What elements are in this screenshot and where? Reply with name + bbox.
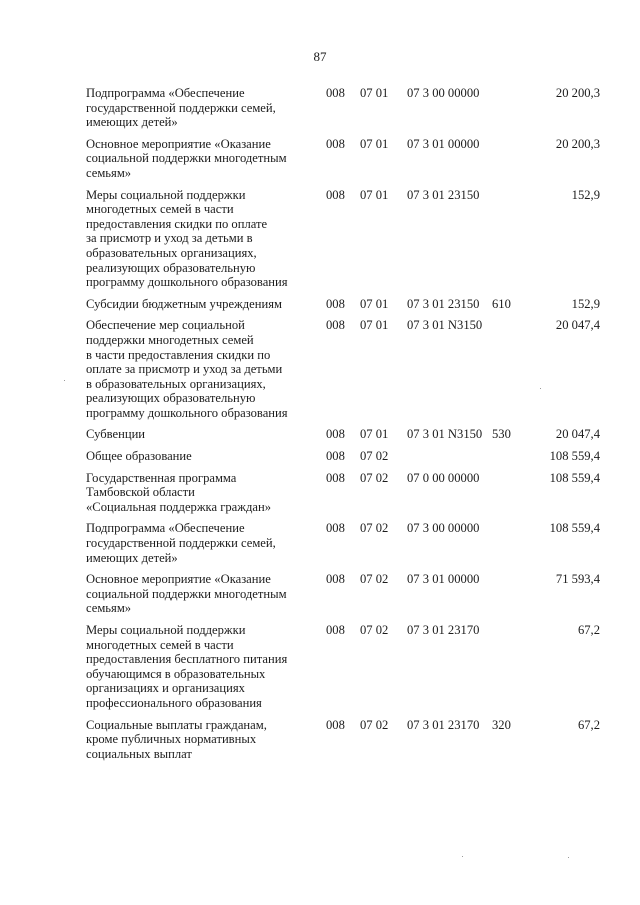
program-code: 07 3 01 23150 — [407, 187, 480, 202]
scan-speck — [462, 856, 463, 857]
amount: 20 047,4 — [555, 427, 600, 442]
section-code: 07 01 — [360, 427, 389, 442]
program-code: 07 3 01 00000 — [407, 572, 480, 587]
item-name: Меры социальной поддержки многодетных семей в части предоставления бесплатного питания обучающимся в образовательных организациях и организациях профессионального образования — [86, 623, 288, 710]
section-code: 07 02 — [360, 449, 389, 464]
program-code: 07 3 01 00000 — [407, 136, 480, 151]
ministry-code: 008 — [326, 296, 345, 311]
item-name: Обеспечение мер социальной поддержки многодетных семей в части предоставления скидки по оплате за присмотр и уход за детьми в образовательных организациях, реализующих образовательную программу дошкольного образования — [86, 318, 288, 420]
amount: 152,9 — [571, 296, 600, 311]
amount: 71 593,4 — [555, 572, 600, 587]
ministry-code: 008 — [326, 86, 345, 100]
section-code: 07 02 — [360, 623, 389, 637]
amount: 108 559,4 — [549, 521, 600, 536]
expense-type-code: 530 — [492, 427, 511, 442]
table-row — [86, 86, 616, 130]
item-name: Общее образование — [86, 449, 192, 464]
scan-speck — [540, 388, 541, 389]
table-row — [86, 427, 616, 442]
table-row — [86, 521, 616, 565]
ministry-code: 008 — [326, 136, 345, 151]
amount: 152,9 — [571, 187, 600, 202]
amount: 20 200,3 — [555, 136, 600, 151]
section-code: 07 01 — [360, 86, 389, 100]
item-name: Основное мероприятие «Оказание социальной поддержки многодетным семьям» — [86, 572, 287, 616]
amount: 108 559,4 — [549, 470, 600, 485]
section-code: 07 01 — [360, 187, 389, 202]
expense-type-code: 610 — [492, 296, 511, 311]
ministry-code: 008 — [326, 521, 345, 536]
table-row — [86, 188, 616, 290]
table-row — [86, 471, 616, 515]
table-row — [86, 572, 616, 616]
ministry-code: 008 — [326, 449, 345, 464]
ministry-code: 008 — [326, 623, 345, 637]
item-name: Субвенции — [86, 427, 146, 442]
ministry-code: 008 — [326, 470, 345, 485]
program-code: 07 3 01 23170 — [407, 717, 480, 732]
item-name: Социальные выплаты гражданам, кроме публичных нормативных социальных выплат — [86, 717, 267, 761]
expense-type-code: 320 — [492, 717, 511, 732]
item-name: Субсидии бюджетным учреждениям — [86, 296, 282, 311]
amount: 67,2 — [577, 717, 600, 732]
program-code: 07 3 00 00000 — [407, 86, 480, 100]
table-row — [86, 318, 616, 420]
amount: 20 047,4 — [555, 318, 600, 333]
program-code: 07 3 01 N3150 — [407, 427, 483, 442]
amount: 108 559,4 — [549, 449, 600, 464]
section-code: 07 02 — [360, 521, 389, 536]
scan-speck — [568, 857, 569, 858]
table-row — [86, 623, 616, 711]
section-code: 07 02 — [360, 470, 389, 485]
item-name: Подпрограмма «Обеспечение государственной поддержки семей, имеющих детей» — [86, 86, 276, 130]
item-name: Меры социальной поддержки многодетных семей в части предоставления скидки по оплате за присмотр и уход за детьми в образовательных организациях, реализующих образовательную программу дошкольного образования — [86, 187, 288, 290]
ministry-code: 008 — [326, 187, 345, 202]
section-code: 07 02 — [360, 572, 389, 587]
ministry-code: 008 — [326, 572, 345, 587]
section-code: 07 02 — [360, 717, 389, 732]
program-code: 07 3 00 00000 — [407, 521, 480, 536]
ministry-code: 008 — [326, 318, 345, 333]
item-name: Основное мероприятие «Оказание социальной поддержки многодетным семьям» — [86, 136, 287, 180]
table-row — [86, 449, 616, 464]
program-code: 07 3 01 23170 — [407, 623, 480, 637]
amount: 20 200,3 — [555, 86, 600, 100]
ministry-code: 008 — [326, 717, 345, 732]
section-code: 07 01 — [360, 318, 389, 333]
program-code: 07 0 00 00000 — [407, 470, 480, 485]
item-name: Подпрограмма «Обеспечение государственной поддержки семей, имеющих детей» — [86, 521, 276, 565]
table-row — [86, 137, 616, 181]
budget-table — [86, 86, 616, 768]
item-name: Государственная программа Тамбовской области «Социальная поддержка граждан» — [86, 470, 272, 514]
scan-speck — [64, 380, 65, 381]
amount: 67,2 — [577, 623, 600, 637]
program-code: 07 3 01 23150 — [407, 296, 480, 311]
program-code: 07 3 01 N3150 — [407, 318, 483, 333]
table-row — [86, 297, 616, 312]
page-number: 87 — [313, 49, 327, 64]
ministry-code: 008 — [326, 427, 345, 442]
section-code: 07 01 — [360, 136, 389, 151]
table-row — [86, 718, 616, 762]
section-code: 07 01 — [360, 296, 389, 311]
